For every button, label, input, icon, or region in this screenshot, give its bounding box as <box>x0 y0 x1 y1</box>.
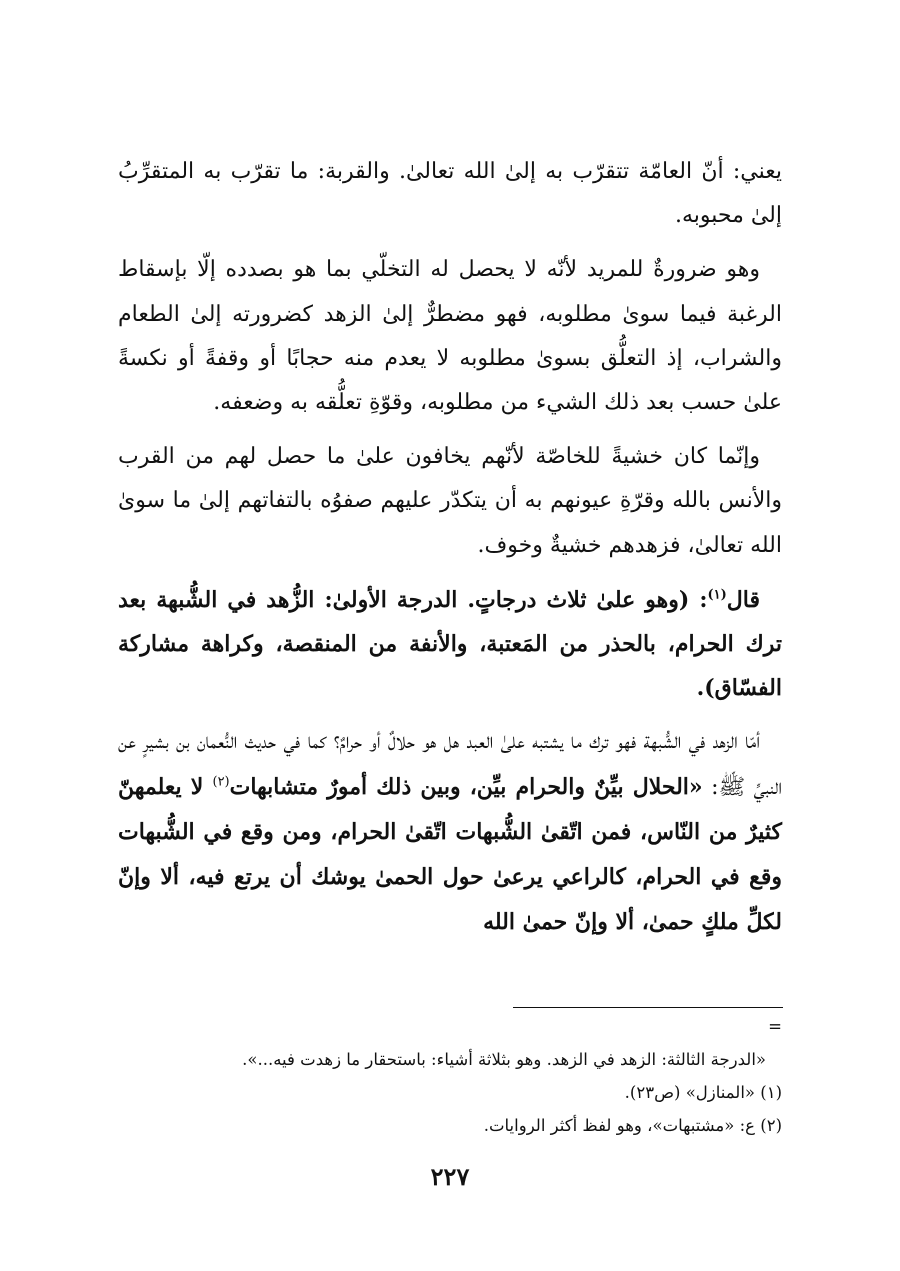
footnote-ref-1: (١) <box>707 587 727 603</box>
footnote-continuation-mark: = <box>768 1017 782 1036</box>
footnotes <box>118 1010 782 1142</box>
hadith-text-1: «الحلال بيِّنٌ والحرام بيِّن، وبين ذلك أمورٌ متشابهات <box>229 773 703 800</box>
quote-label: قال <box>726 586 760 613</box>
main-text <box>118 150 782 955</box>
page-number: ٢٢٧ <box>430 1162 470 1191</box>
paragraph-3: وإنّما كان خشيةً للخاصّة لأنّهم يخافون علىٰ ما حصل لهم من القرب والأنس بالله وقرّةِ عيونهم به أن يتكدّر عليهم صفوُه بالتفاتهم إلىٰ ما سوىٰ الله تعالىٰ، فزهدهم خشيةٌ وخوف. <box>118 444 782 558</box>
footnote-2: (٢) ع: «مشتبهات»، وهو لفظ أكثر الروايات. <box>483 1116 782 1135</box>
hadith-text-2: لا يعلمهنّ كثيرٌ من النّاس، فمن اتّقىٰ الشُّبهات اتّقىٰ الحرام، ومن وقع في الشُّبهات وقع في الحرام، كالراعي يرعىٰ حول الحمىٰ يوشك أن يرتع فيه، ألا وإنّ لكلِّ ملكٍ حمىٰ، ألا وإنّ حمىٰ الله <box>118 773 782 936</box>
quote-text: : (وهو علىٰ ثلاث درجاتٍ. الدرجة الأولىٰ: الزُّهد في الشُّبهة بعد ترك الحرام، بالحذر من المَعتبة، والأنفة من المنقصة، وكراهة مشاركة الفسّاق). <box>118 586 782 702</box>
paragraph-1: يعني: أنّ العامّة تتقرّب به إلىٰ الله تعالىٰ. والقربة: ما تقرّب به المتقرِّبُ إلىٰ محبوبه. <box>118 159 782 229</box>
footnote-continuation: «الدرجة الثالثة: الزهد في الزهد. وهو بثلاثة أشياء: باستحقار ما زهدت فيه...». <box>242 1050 766 1069</box>
paragraph-2: وهو ضرورةٌ للمريد لأنّه لا يحصل له التخلّي بما هو بصدده إلّا بإسقاط الرغبة فيما سوىٰ مطلوبه، فهو مضطرٌّ إلىٰ الزهد كضرورته إلىٰ الطعام والشراب، إذ التعلُّق بسوىٰ مطلوبه لا يعدم منه حجابًا أو وقفةً أو نكسةً علىٰ حسب بعد ذلك الشيء من مطلوبه، وقوّةِ تعلُّقه به وضعفه. <box>118 257 782 416</box>
quote-paragraph <box>118 578 782 711</box>
footnote-ref-2: (٢) <box>212 774 230 790</box>
paragraph-5 <box>118 720 782 945</box>
footnote-separator <box>513 1007 783 1008</box>
paragraph-5-intro: أمّا الزهد في الشُّبهة فهو ترك ما يشتبه علىٰ العبد هل هو حلالٌ أو حرامٌ؟ كما في حديث النُّعمان بن بشيرٍ عن النبيِّ ﷺ: <box>118 729 782 800</box>
footnote-1: (١) «المنازل» (ص٢٣). <box>624 1083 782 1102</box>
